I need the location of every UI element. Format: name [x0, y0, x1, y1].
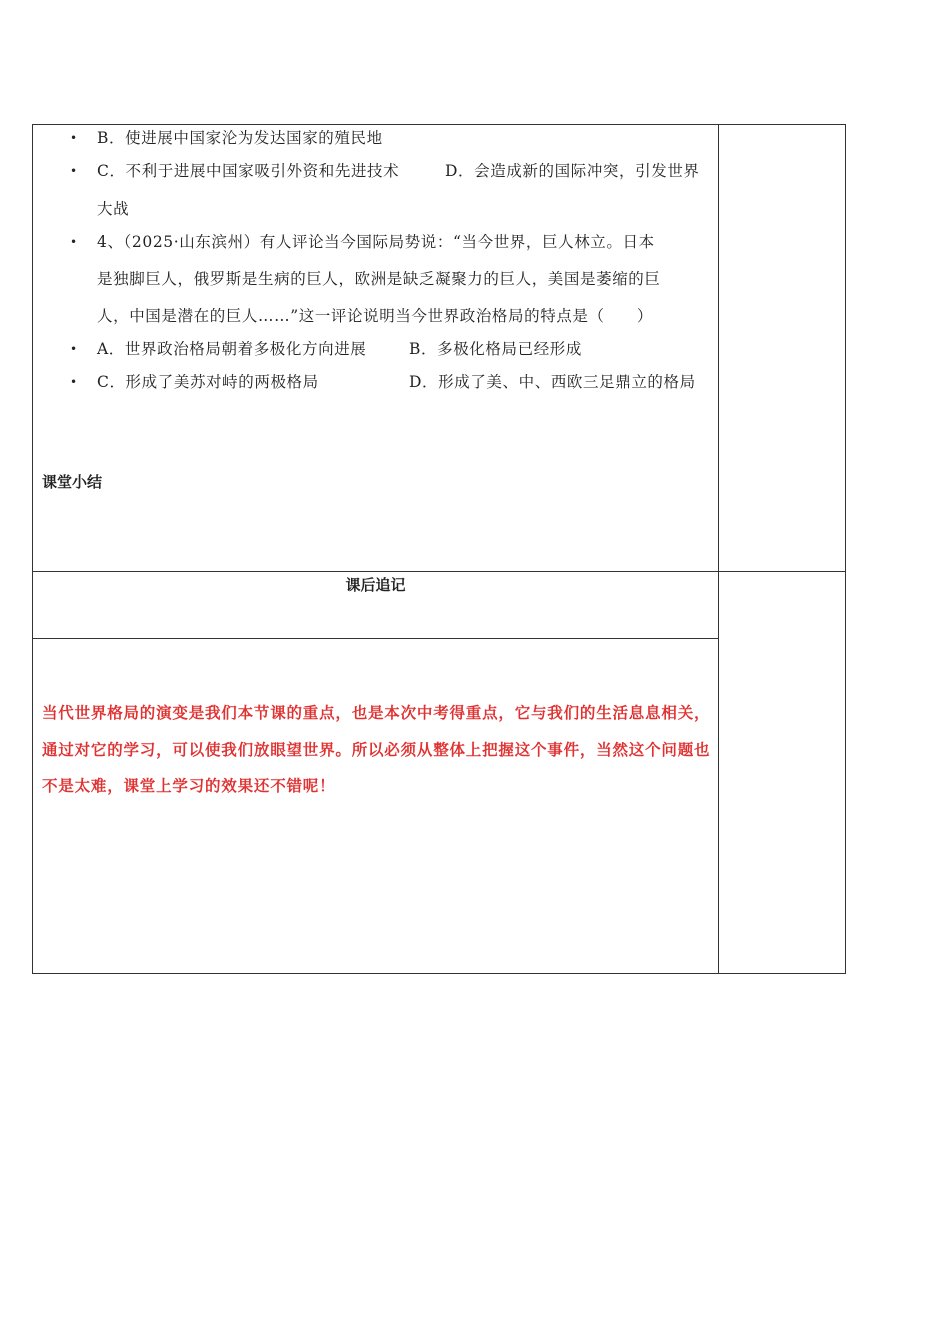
q4-stem-line-1: 4、（2025·山东滨州）有人评论当今国际局势说：“当今世界，巨人林立。日本	[97, 233, 655, 251]
after-class-notes-title: 课后追记	[345, 576, 406, 594]
q4-option-a: A．世界政治格局朝着多极化方向进展	[97, 340, 367, 358]
q3-option-d: D．会造成新的国际冲突，引发世界	[445, 162, 700, 180]
bullet-icon: •	[70, 235, 78, 249]
teaching-reflection-text: 当代世界格局的演变是我们本节课的重点，也是本次中考得重点，它与我们的生活息息相关，通过对它的学习，可以使我们放眼望世界。所以必须从整体上把握这个事件，当然这个问题也不是太难，课堂上学习的效果还不错呢！	[42, 704, 711, 795]
q4-option-c: C．形成了美苏对峙的两极格局	[97, 373, 319, 391]
q4-option-b: B．多极化格局已经形成	[409, 340, 582, 358]
class-summary-label: 课堂小结	[42, 473, 103, 491]
q4-stem-line-2: 是独脚巨人，俄罗斯是生病的巨人，欧洲是缺乏凝聚力的巨人，美国是萎缩的巨	[97, 270, 661, 288]
q4-option-d: D．形成了美、中、西欧三足鼎立的格局	[409, 373, 696, 391]
table-bottom-border	[32, 973, 846, 974]
q3-option-c: C．不利于进展中国家吸引外资和先进技术	[97, 162, 400, 180]
row-divider-2	[32, 638, 719, 639]
q3-option-b: B．使进展中国家沦为发达国家的殖民地	[97, 129, 383, 147]
bullet-icon: •	[70, 342, 78, 356]
bullet-icon: •	[70, 164, 78, 178]
bullet-icon: •	[70, 375, 78, 389]
q3-option-d-continued: 大战	[97, 200, 130, 218]
column-divider	[718, 124, 719, 974]
table-right-border	[845, 124, 846, 974]
table-left-border	[32, 124, 33, 974]
bullet-icon: •	[70, 131, 78, 145]
q4-stem-line-3: 人，中国是潜在的巨人……”这一评论说明当今世界政治格局的特点是（ ）	[97, 307, 653, 325]
